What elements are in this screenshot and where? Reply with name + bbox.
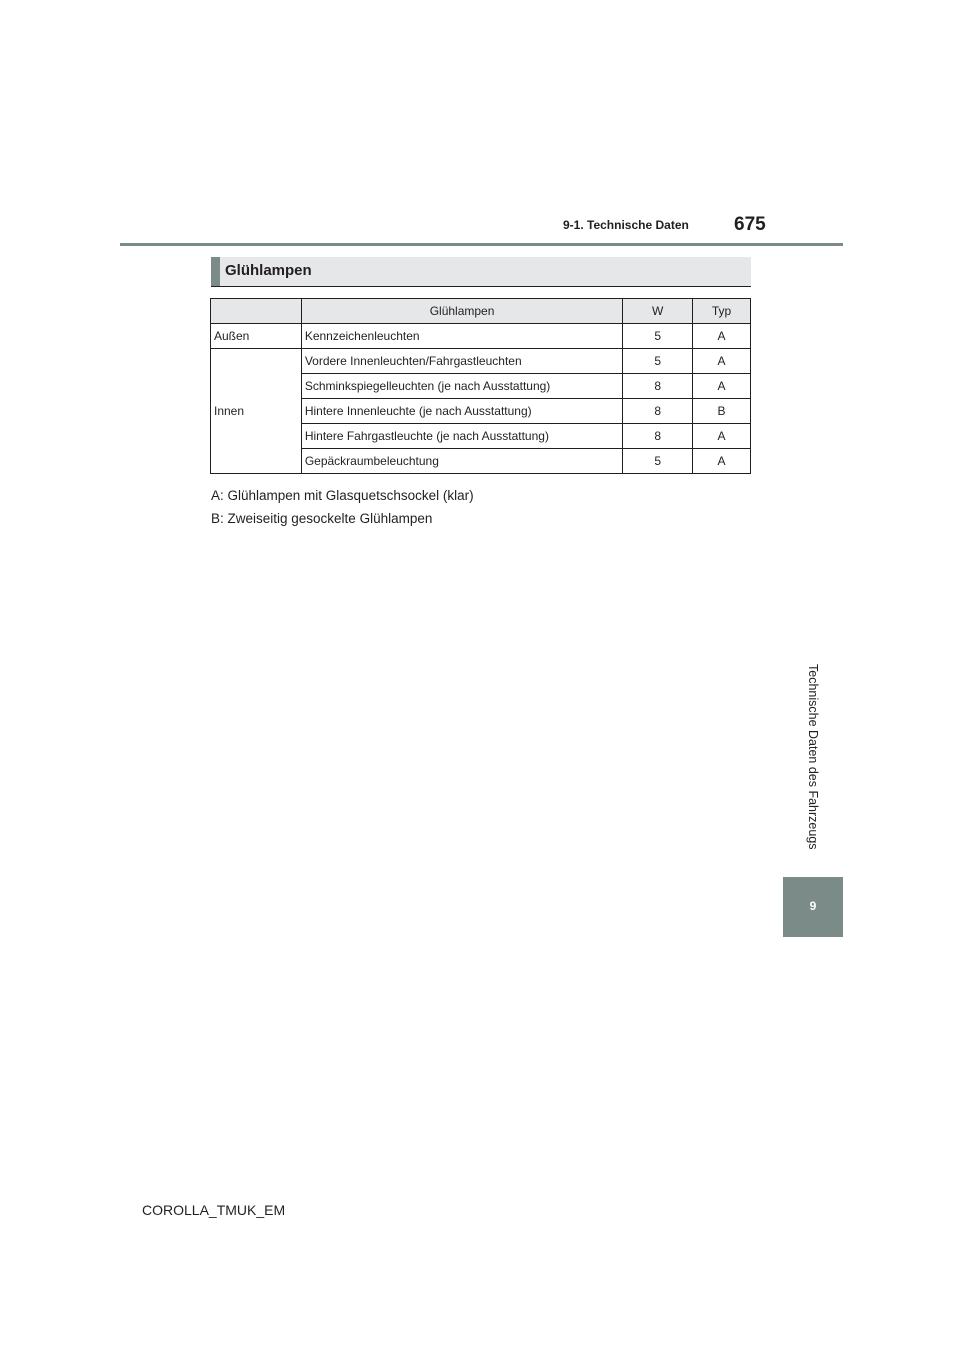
table-header-row: [211, 299, 751, 324]
page-number: 675: [734, 214, 766, 235]
bulb-name: Hintere Fahrgastleuchte (je nach Ausstattung): [301, 424, 622, 449]
header-section-title: 9-1. Technische Daten: [563, 218, 689, 232]
group-label-interior: Innen: [211, 349, 302, 474]
section-title: Glühlampen: [225, 262, 312, 279]
side-chapter-label: [788, 664, 838, 874]
bulb-type: A: [693, 374, 751, 399]
bulb-watt: 5: [623, 449, 693, 474]
bulb-name: Hintere Innenleuchte (je nach Ausstattung): [301, 399, 622, 424]
column-header-watt: W: [623, 299, 693, 324]
footnote-type-b: B: Zweiseitig gesockelte Glühlampen: [211, 511, 433, 526]
column-header-bulb: Glühlampen: [301, 299, 622, 324]
footnote-type-a: A: Glühlampen mit Glasquetschsockel (klar): [211, 488, 474, 503]
bulb-watt: 5: [623, 349, 693, 374]
bulb-name: Kennzeichenleuchten: [301, 324, 622, 349]
header-rule: [120, 243, 843, 246]
column-header-group: [211, 299, 302, 324]
bulb-type: A: [693, 324, 751, 349]
section-title-bar: [211, 257, 751, 287]
chapter-tab: 9: [783, 877, 843, 937]
table-row: [211, 349, 751, 374]
group-label-exterior: Außen: [211, 324, 302, 349]
bulb-watt: 8: [623, 374, 693, 399]
bulb-type: B: [693, 399, 751, 424]
column-header-type: Typ: [693, 299, 751, 324]
bulb-watt: 8: [623, 399, 693, 424]
bulb-type: A: [693, 449, 751, 474]
bulb-name: Gepäckraumbeleuchtung: [301, 449, 622, 474]
bulb-name: Schminkspiegelleuchten (je nach Ausstattung): [301, 374, 622, 399]
section-title-accent: [211, 257, 220, 286]
bulb-watt: 5: [623, 324, 693, 349]
bulb-type: A: [693, 424, 751, 449]
side-chapter-label-text: Technische Daten des Fahrzeugs: [806, 664, 820, 850]
document-code: COROLLA_TMUK_EM: [142, 1202, 286, 1218]
bulb-name: Vordere Innenleuchten/Fahrgastleuchten: [301, 349, 622, 374]
table-row: [211, 324, 751, 349]
bulb-type: A: [693, 349, 751, 374]
bulb-table: [210, 298, 751, 474]
bulb-watt: 8: [623, 424, 693, 449]
